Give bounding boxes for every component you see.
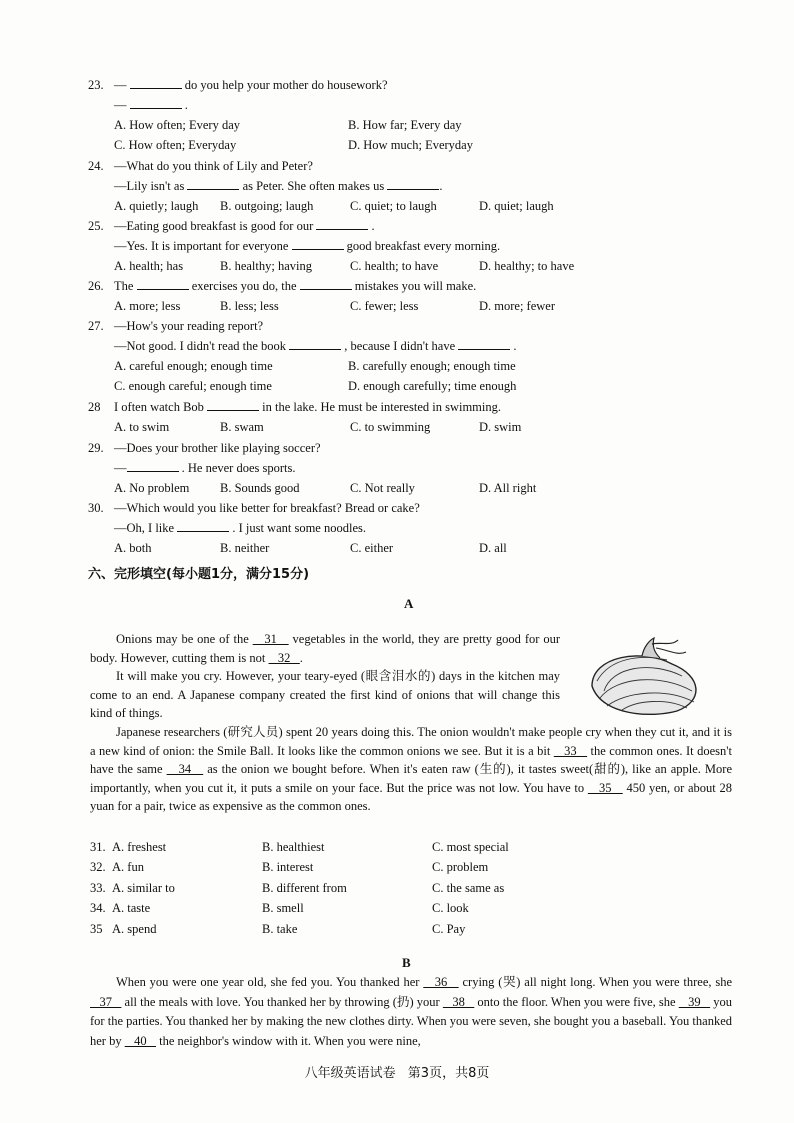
option-d: D. all <box>479 541 507 555</box>
option-c: C. enough careful; enough time <box>114 379 272 393</box>
cloze-blank-40: 40 <box>124 1033 156 1048</box>
part-a-paragraph-2-text: Japanese researchers (研究人员) spent 20 years doing this. The onion wouldn't make people cry when they cut it, and it is a new kind of onion: the Smile Ball. It looks like the common onions we see. But it is a bit 33 the common ones. It doesn't have the same 34 as the onion we bought before. When it's eaten raw (生的), it tastes sweet(甜的), like an apple. More importantly, when you cut it, it puts a smile on your face. But the price was not low. You have to 35 450 yen, or about 28 yuan for a pair, twice as expensive as the common ones. <box>90 725 732 814</box>
option-c: C. How often; Everyday <box>114 138 237 152</box>
option-c: C. either <box>350 541 394 555</box>
question-stem <box>88 75 748 95</box>
question-text: — do you help your mother do housework? <box>114 78 388 92</box>
question-stem <box>88 216 748 236</box>
part-a-sentence-2: It will make you cry. However, your teary-eyed (眼含泪水的) days in the kitchen may come to an end. A Japanese company created the first kind of onions that will change this kind of things. <box>90 669 560 721</box>
cloze-blank-33: 33 <box>553 743 588 758</box>
question-26 <box>88 276 748 316</box>
question-text: —What do you think of Lily and Peter? <box>114 159 313 173</box>
part-a-options <box>90 837 730 939</box>
question-number: 25. <box>88 219 104 233</box>
question-27 <box>88 316 748 396</box>
option-a: A. How often; Every day <box>114 118 241 132</box>
question-number: 27. <box>88 319 104 333</box>
cloze-option-b: B. take <box>262 921 298 936</box>
option-d: D. swim <box>479 420 522 434</box>
answer-blank <box>316 217 368 230</box>
option-a: A. quietly; laugh <box>114 199 199 213</box>
part-b-label: B <box>402 955 411 970</box>
option-a: A. both <box>114 541 152 555</box>
cloze-number: 34. <box>90 901 106 916</box>
question-text: The exercises you do, the mistakes you will make. <box>114 279 477 293</box>
question-number: 30. <box>88 501 104 515</box>
answer-blank <box>292 237 344 250</box>
answer-blank <box>177 519 229 532</box>
question-number: 28 <box>88 400 101 414</box>
cloze-option-row <box>90 898 730 918</box>
option-b: B. outgoing; laugh <box>220 199 314 213</box>
answer-options <box>88 417 748 437</box>
part-a-sentence-1: Onions may be one of the 31 vegetables in the world, they are pretty good for our body. However, cutting them is not 32 . <box>90 632 560 665</box>
option-a: A. more; less <box>114 299 181 313</box>
option-c: C. quiet; to laugh <box>350 199 437 213</box>
cloze-option-row <box>90 837 730 857</box>
cloze-blank-31: 31 <box>252 632 289 646</box>
answer-blank <box>130 96 182 109</box>
question-stem <box>88 276 748 296</box>
question-stem <box>88 156 748 176</box>
question-text: —Eating good breakfast is good for our . <box>114 219 375 233</box>
option-d: D. more; fewer <box>479 299 556 313</box>
question-25 <box>88 216 748 276</box>
cloze-option-a: A. freshest <box>112 840 167 854</box>
question-24 <box>88 156 748 216</box>
answer-blank <box>127 459 179 472</box>
cloze-option-a: A. spend <box>112 921 157 936</box>
onion-illustration <box>582 636 712 716</box>
question-line: —Oh, I like . I just want some noodles. <box>114 521 366 535</box>
question-line: —Yes. It is important for everyone good breakfast every morning. <box>114 239 501 253</box>
answer-blank <box>187 177 239 190</box>
cloze-option-c: C. problem <box>432 860 489 875</box>
option-d: D. healthy; to have <box>479 259 575 273</box>
question-stem <box>88 316 748 336</box>
cloze-blank-39: 39 <box>678 994 711 1009</box>
question-line: —Not good. I didn't read the book , because I didn't have . <box>114 339 517 353</box>
option-a: A. No problem <box>114 481 190 495</box>
question-number: 29. <box>88 441 104 455</box>
answer-blank <box>300 277 352 290</box>
answer-options <box>88 256 748 276</box>
answer-blank <box>137 277 189 290</box>
option-b: B. Sounds good <box>220 481 300 495</box>
cloze-blank-38: 38 <box>442 994 475 1009</box>
answer-blank <box>130 76 182 89</box>
cloze-option-c: C. the same as <box>432 880 505 895</box>
answer-options <box>88 356 748 396</box>
option-d: D. How much; Everyday <box>348 138 473 152</box>
part-b-text: When you were one year old, she fed you. You thanked her 36 crying (哭) all night long. When you were three, she 37 all the meals with love. You thanked her by throwing (扔) your 38 onto the floor. When you were five, she 39 you for the parties. You thanked her by making the new clothes dirty. When you were seven, she bought you a baseball. You thanked her by 40 the neighbor's window with it. When you were nine, <box>90 975 733 1048</box>
question-number: 24. <box>88 159 104 173</box>
option-c: C. fewer; less <box>350 299 419 313</box>
option-b: B. carefully enough; enough time <box>348 359 516 373</box>
question-line: —Lily isn't as as Peter. She often makes us . <box>114 179 443 193</box>
part-a-label: A <box>404 596 414 611</box>
option-b: B. neither <box>220 541 270 555</box>
cloze-option-b: B. interest <box>262 860 314 875</box>
cloze-option-a: A. taste <box>112 901 151 916</box>
question-stem <box>88 438 748 458</box>
answer-options <box>88 538 748 558</box>
option-c: C. to swimming <box>350 420 431 434</box>
cloze-option-c: C. look <box>432 901 469 916</box>
option-b: B. healthy; having <box>220 259 312 273</box>
question-text: —Which would you like better for breakfast? Bread or cake? <box>114 501 420 515</box>
cloze-number: 33. <box>90 880 106 895</box>
cloze-option-b: B. different from <box>262 880 347 895</box>
answer-options <box>88 478 748 498</box>
cloze-option-row <box>90 878 730 898</box>
cloze-blank-35: 35 <box>587 780 623 795</box>
answer-options <box>88 196 748 216</box>
page-footer <box>0 1062 794 1081</box>
option-d: D. All right <box>479 481 537 495</box>
part-b-paragraph <box>90 973 732 1051</box>
answer-options <box>88 296 748 316</box>
option-b: B. swam <box>220 420 264 434</box>
cloze-option-row <box>90 857 730 877</box>
question-text: —Does your brother like playing soccer? <box>114 441 321 455</box>
question-text: I often watch Bob in the lake. He must be interested in swimming. <box>114 400 501 414</box>
section-title: 六、完形填空(每小题1分，满分15分) <box>88 567 310 582</box>
question-30 <box>88 498 748 558</box>
cloze-option-c: C. Pay <box>432 921 466 936</box>
part-a-paragraph-1 <box>90 630 560 723</box>
answer-blank <box>387 177 439 190</box>
question-line: — . <box>114 98 188 112</box>
option-c: C. health; to have <box>350 259 439 273</box>
option-b: B. less; less <box>220 299 279 313</box>
answer-options <box>88 115 748 155</box>
cloze-number: 35 <box>90 921 103 936</box>
answer-blank <box>207 398 259 411</box>
option-a: A. health; has <box>114 259 184 273</box>
option-a: A. careful enough; enough time <box>114 359 273 373</box>
cloze-number: 31. <box>90 840 106 854</box>
footer-exam-title: 八年级英语试卷 <box>304 1066 396 1081</box>
option-d: D. quiet; laugh <box>479 199 554 213</box>
question-28 <box>88 397 748 437</box>
cloze-option-b: B. healthiest <box>262 840 325 854</box>
answer-blank <box>458 337 510 350</box>
cloze-blank-34: 34 <box>166 762 204 777</box>
question-number: 23. <box>88 78 104 92</box>
cloze-number: 32. <box>90 860 106 875</box>
cloze-option-a: A. similar to <box>112 880 175 895</box>
question-stem <box>88 397 748 417</box>
question-text: —How's your reading report? <box>114 319 264 333</box>
part-a-paragraph-2 <box>90 723 732 816</box>
question-stem <box>88 498 748 518</box>
question-line: — . He never does sports. <box>114 461 296 475</box>
question-29 <box>88 438 748 498</box>
answer-blank <box>289 337 341 350</box>
option-d: D. enough carefully; time enough <box>348 379 517 393</box>
option-b: B. How far; Every day <box>348 118 462 132</box>
cloze-option-a: A. fun <box>112 860 144 875</box>
option-c: C. Not really <box>350 481 415 495</box>
question-number: 26. <box>88 279 104 293</box>
cloze-option-c: C. most special <box>432 840 509 854</box>
question-23 <box>88 75 748 155</box>
cloze-blank-37: 37 <box>90 994 122 1009</box>
cloze-blank-32: 32 <box>268 650 300 665</box>
cloze-blank-36: 36 <box>423 975 459 989</box>
cloze-option-row <box>90 919 730 939</box>
footer-page-number: 第3页，共8页 <box>407 1066 490 1081</box>
cloze-option-b: B. smell <box>262 901 304 916</box>
option-a: A. to swim <box>114 420 170 434</box>
